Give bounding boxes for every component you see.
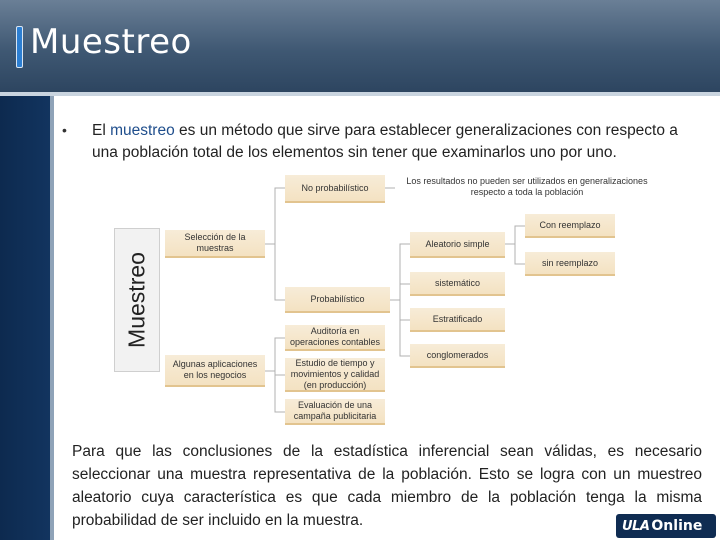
note-no-probabilistico: Los resultados no pueden ser utilizados en generalizaciones respecto a toda la población	[406, 176, 648, 197]
title-accent-bar	[16, 26, 23, 68]
intro-prefix: El	[92, 122, 111, 139]
intro-paragraph	[92, 120, 707, 164]
ula-online-logo	[616, 514, 716, 538]
box-con-reemplazo: Con reemplazo	[525, 214, 615, 238]
box-no-probabilistico: No probabilístico	[285, 175, 385, 203]
box-conglomerados: conglomerados	[410, 344, 505, 368]
box-seleccion-muestras: Selección de la muestras	[165, 230, 265, 258]
logo-part-ula: ULA	[622, 518, 650, 534]
diagram-side-label	[114, 228, 160, 372]
intro-keyword: muestreo	[110, 122, 175, 139]
logo-part-online: Online	[651, 518, 703, 534]
box-probabilistico: Probabilístico	[285, 287, 390, 313]
left-decorative-band	[0, 96, 50, 540]
closing-paragraph: Para que las conclusiones de la estadística inferencial sean válidas, es necesario seleccionar una muestra representativa de la población. Esto se logra con un muestreo aleatorio cuya característica es que cada miembro de la población tenga la misma probabilidad de ser incluido en la muestra.	[72, 443, 702, 529]
box-evaluacion-campana: Evaluación de una campaña publicitaria	[285, 399, 385, 425]
intro-text: es un método que sirve para establecer generalizaciones con respecto a una población total de los elementos sin tener que examinarlos uno por uno.	[92, 122, 678, 161]
box-sin-reemplazo: sin reemplazo	[525, 252, 615, 276]
box-sistematico: sistemático	[410, 272, 505, 296]
side-label-text: Muestreo	[123, 252, 150, 348]
page-title: Muestreo	[30, 22, 192, 62]
box-auditoria: Auditoría en operaciones contables	[285, 325, 385, 351]
title-header	[0, 0, 720, 92]
box-aleatorio-simple: Aleatorio simple	[410, 232, 505, 258]
box-estudio-tiempo: Estudio de tiempo y movimientos y calidad (en producción)	[285, 358, 385, 392]
bullet-marker: •	[62, 122, 67, 138]
box-aplicaciones-negocios: Algunas aplicaciones en los negocios	[165, 355, 265, 387]
box-estratificado: Estratificado	[410, 308, 505, 332]
